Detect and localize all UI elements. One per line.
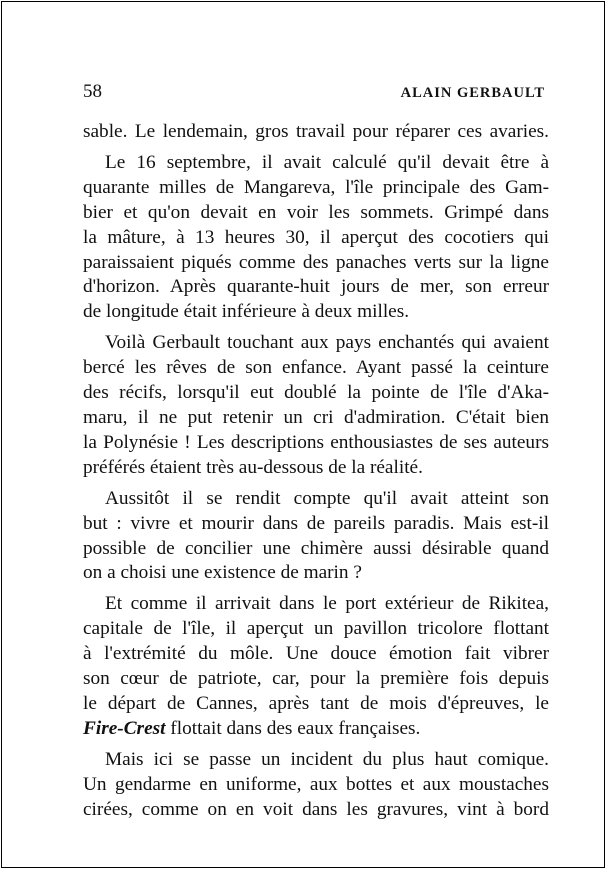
paragraph [83, 151, 549, 325]
paragraph [83, 748, 549, 823]
text-line: la Polynésie ! Les descriptions enthousiastes de ses auteurs [83, 431, 549, 453]
text-line: bercé les rêves de son enfance. Ayant passé la ceinture [83, 357, 549, 379]
text-line: préférés étaient très au-dessous de la réalité. [83, 456, 423, 478]
text-line: à l'extrémité du môle. Une douce émotion fait vibrer [83, 643, 549, 665]
paragraph [83, 487, 549, 587]
text-line: Mais ici se passe un incident du plus haut comique. [105, 748, 549, 770]
text-line: bier et qu'on devait en voir les sommets. Grimpé dans [83, 201, 549, 223]
text-line: on a choisi une existence de marin ? [83, 562, 362, 584]
paragraph [83, 331, 549, 480]
paragraph [83, 120, 549, 145]
text-line-rest: flottait dans des eaux françaises. [165, 717, 421, 739]
text-line: maru, il ne put retenir un cri d'admiration. C'était bien [83, 406, 549, 428]
text-line: des récifs, lorsqu'il eut doublé la pointe de l'île d'Aka- [83, 382, 549, 404]
paragraph [83, 592, 549, 741]
text-line: quarante milles de Mangareva, l'île principale des Gam- [83, 176, 549, 198]
page-number: 58 [83, 81, 102, 102]
book-page [1, 1, 605, 868]
text-line: cirées, comme on en voit dans les gravures, vint à bord [83, 798, 549, 820]
text-line: paraissaient piqués comme des panaches verts sur la ligne [83, 251, 549, 273]
text-line: la mâture, à 13 heures 30, il aperçut des cocotiers qui [83, 226, 549, 248]
text-line: Voilà Gerbault touchant aux pays enchantés qui avaient [105, 332, 549, 354]
text-line [83, 717, 549, 742]
text-line: le départ de Cannes, après tant de mois d'épreuves, le [83, 692, 549, 714]
text-line: de longitude était inférieure à deux milles. [83, 301, 410, 323]
text-line: capitale de l'île, il aperçut un pavillon tricolore flottant [83, 618, 549, 640]
running-head: ALAIN GERBAULT [400, 85, 545, 101]
text-line: but : vivre et mourir dans de pareils paradis. Mais est-il [83, 512, 549, 534]
text-line: possible de concilier une chimère aussi désirable quand [83, 537, 549, 559]
text-line: Le 16 septembre, il avait calculé qu'il devait être à [105, 151, 549, 173]
text-line: Et comme il arrivait dans le port extérieur de Rikitea, [105, 593, 549, 615]
text-line: son cœur de patriote, car, pour la première fois depuis [83, 668, 549, 690]
text-line: d'horizon. Après quarante-huit jours de mer, son erreur [83, 276, 549, 298]
text-line: Un gendarme en uniforme, aux bottes et aux moustaches [83, 773, 549, 795]
ship-name: Fire-Crest [83, 717, 166, 739]
text-line: Aussitôt il se rendit compte qu'il avait atteint son [105, 487, 549, 509]
text-line: sable. Le lendemain, gros travail pour réparer ces avaries. [83, 121, 549, 142]
page-header [83, 81, 545, 103]
body-text [83, 120, 549, 822]
